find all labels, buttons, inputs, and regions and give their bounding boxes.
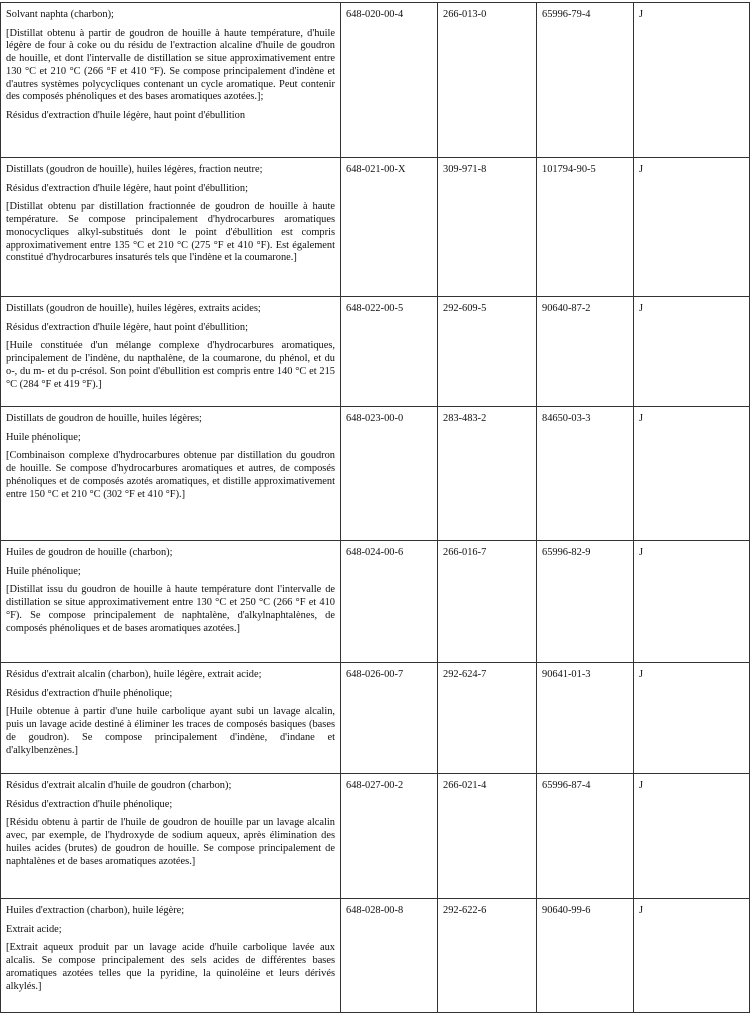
cas-number: 84650-03-3 [537,407,634,541]
cas-number: 90640-87-2 [537,297,634,407]
note-code: J [634,3,750,158]
substance-synonym: Résidus d'extraction d'huile légère, haut point d'ébullition; [6,321,248,333]
substance-description: [Distillat obtenu à partir de goudron de houille à haute température, d'huile légère de four à coke ou du résidu de l'extraction alcaline d'huile de goudron de houille, et dont l'intervalle de distillation se situe approximativement entre 130 °C et 210 °C (266 °F et 410 °F). Se compose principalement d'indène et d'autres systèmes polycycliques contenant un cycle aromatique. Peut contenir des composés phénoliques et des bases aromatiques azotées.]; [6,27,335,103]
substance-synonym: Extrait acide; [6,923,62,935]
note-code: J [634,663,750,774]
substance-name-cell [1,541,341,663]
index-number: 648-023-00-0 [341,407,438,541]
index-number: 648-021-00-X [341,158,438,297]
substance-name: Résidus d'extrait alcalin (charbon), huile légère, extrait acide; [6,669,262,680]
ec-number: 309-971-8 [438,158,537,297]
table-row [1,774,750,899]
ec-number: 292-624-7 [438,663,537,774]
cas-number: 90640-99-6 [537,899,634,1013]
ec-number: 266-021-4 [438,774,537,899]
table-row [1,663,750,774]
note-code: J [634,407,750,541]
note-code: J [634,541,750,663]
ec-number: 266-013-0 [438,3,537,158]
substance-name: Huiles d'extraction (charbon), huile légère; [6,905,185,916]
substance-synonym: Résidus d'extraction d'huile phénolique; [6,798,173,810]
index-number: 648-027-00-2 [341,774,438,899]
ec-number: 292-622-6 [438,899,537,1013]
table-row [1,899,750,1013]
index-number: 648-024-00-6 [341,541,438,663]
ec-number: 283-483-2 [438,407,537,541]
note-code: J [634,158,750,297]
cas-number: 65996-79-4 [537,3,634,158]
index-number: 648-026-00-7 [341,663,438,774]
table-row [1,541,750,663]
note-code: J [634,774,750,899]
substance-name: Huiles de goudron de houille (charbon); [6,547,173,558]
cas-number: 65996-87-4 [537,774,634,899]
table-row [1,297,750,407]
substance-description: [Huile obtenue à partir d'une huile carbolique ayant subi un lavage alcalin, puis un lavage acide destiné à éliminer les traces de composés basiques (bases de goudron). Se compose principalement d'indène, d'indane et d'alkylbenzènes.] [6,706,335,756]
substance-description: [Distillat obtenu par distillation fractionnée de goudron de houille à haute température. Se compose principalement d'hydrocarbures aromatiques monocycliques alkyl-substitués dont le point d'ébullition est compris approximativement entre 135 °C et 210 °C (275 °F et 410 °F). Est également constitué d'hydrocarbures insaturés tels que l'indène et la coumarone.] [6,201,335,264]
substance-name: Distillats de goudron de houille, huiles légères; [6,413,202,424]
note-code: J [634,899,750,1013]
substance-description: [Distillat issu du goudron de houille à haute température dont l'intervalle de distillation se situe approximativement entre 130 °C et 250 °C (266 °F et 410 °F). Se compose principalement de naphtalène, d'alkylnaphtalènes, de composés phénoliques et de bases aromatiques azotées.] [6,584,335,634]
substance-description: [Extrait aqueux produit par un lavage acide d'huile carbolique lavée aux alcalis. Se compose principalement des sels acides de différentes bases aromatiques azotées telles que la pyridine, la quinoléine et leurs dérivés alkylés.] [6,942,335,992]
cas-number: 90641-01-3 [537,663,634,774]
substance-name: Distillats (goudron de houille), huiles légères, extraits acides; [6,303,261,314]
cas-number: 65996-82-9 [537,541,634,663]
substance-synonym: Résidus d'extraction d'huile légère, haut point d'ébullition [6,109,246,121]
substance-name-cell [1,407,341,541]
note-code: J [634,297,750,407]
table-row [1,407,750,541]
substance-name-cell [1,297,341,407]
ec-number: 292-609-5 [438,297,537,407]
substance-name-cell [1,158,341,297]
table-row [1,3,750,158]
substance-description: [Résidu obtenu à partir de l'huile de goudron de houille par un lavage alcalin avec, par exemple, de l'hydroxyde de sodium aqueux, après élimination des huiles acides (brutes) de goudron de houille. Se compose principalement de naphtalènes et de bases aromatiques azotées.] [6,817,335,867]
substance-name-cell [1,3,341,158]
substance-description: [Huile constituée d'un mélange complexe d'hydrocarbures aromatiques, principalement de l'indène, du napthalène, de la coumarone, du phénol, et du o-, du m- et du p-crésol. Son point d'ébullition est compris entre 140 °C et 215 °C (284 °F et 419 °F).] [6,340,335,390]
substance-name: Distillats (goudron de houille), huiles légères, fraction neutre; [6,164,263,175]
substance-synonym: Huile phénolique; [6,565,81,577]
substance-name-cell [1,774,341,899]
substance-name: Solvant naphta (charbon); [6,9,114,20]
table-row [1,158,750,297]
index-number: 648-028-00-8 [341,899,438,1013]
substance-synonym: Résidus d'extraction d'huile légère, haut point d'ébullition; [6,182,248,194]
substances-table [0,2,750,1013]
ec-number: 266-016-7 [438,541,537,663]
substance-name-cell [1,663,341,774]
substance-name-cell [1,899,341,1013]
cas-number: 101794-90-5 [537,158,634,297]
substance-synonym: Huile phénolique; [6,431,81,443]
substance-description: [Combinaison complexe d'hydrocarbures obtenue par distillation du goudron de houille. Se compose d'hydrocarbures aromatiques et autres, de composés phénoliques et de composés azotés aromatiques, et distille approximativement entre 150 °C et 210 °C (302 °F et 410 °F).] [6,450,335,500]
substance-name: Résidus d'extrait alcalin d'huile de goudron (charbon); [6,780,232,791]
index-number: 648-022-00-5 [341,297,438,407]
substance-synonym: Résidus d'extraction d'huile phénolique; [6,687,173,699]
index-number: 648-020-00-4 [341,3,438,158]
